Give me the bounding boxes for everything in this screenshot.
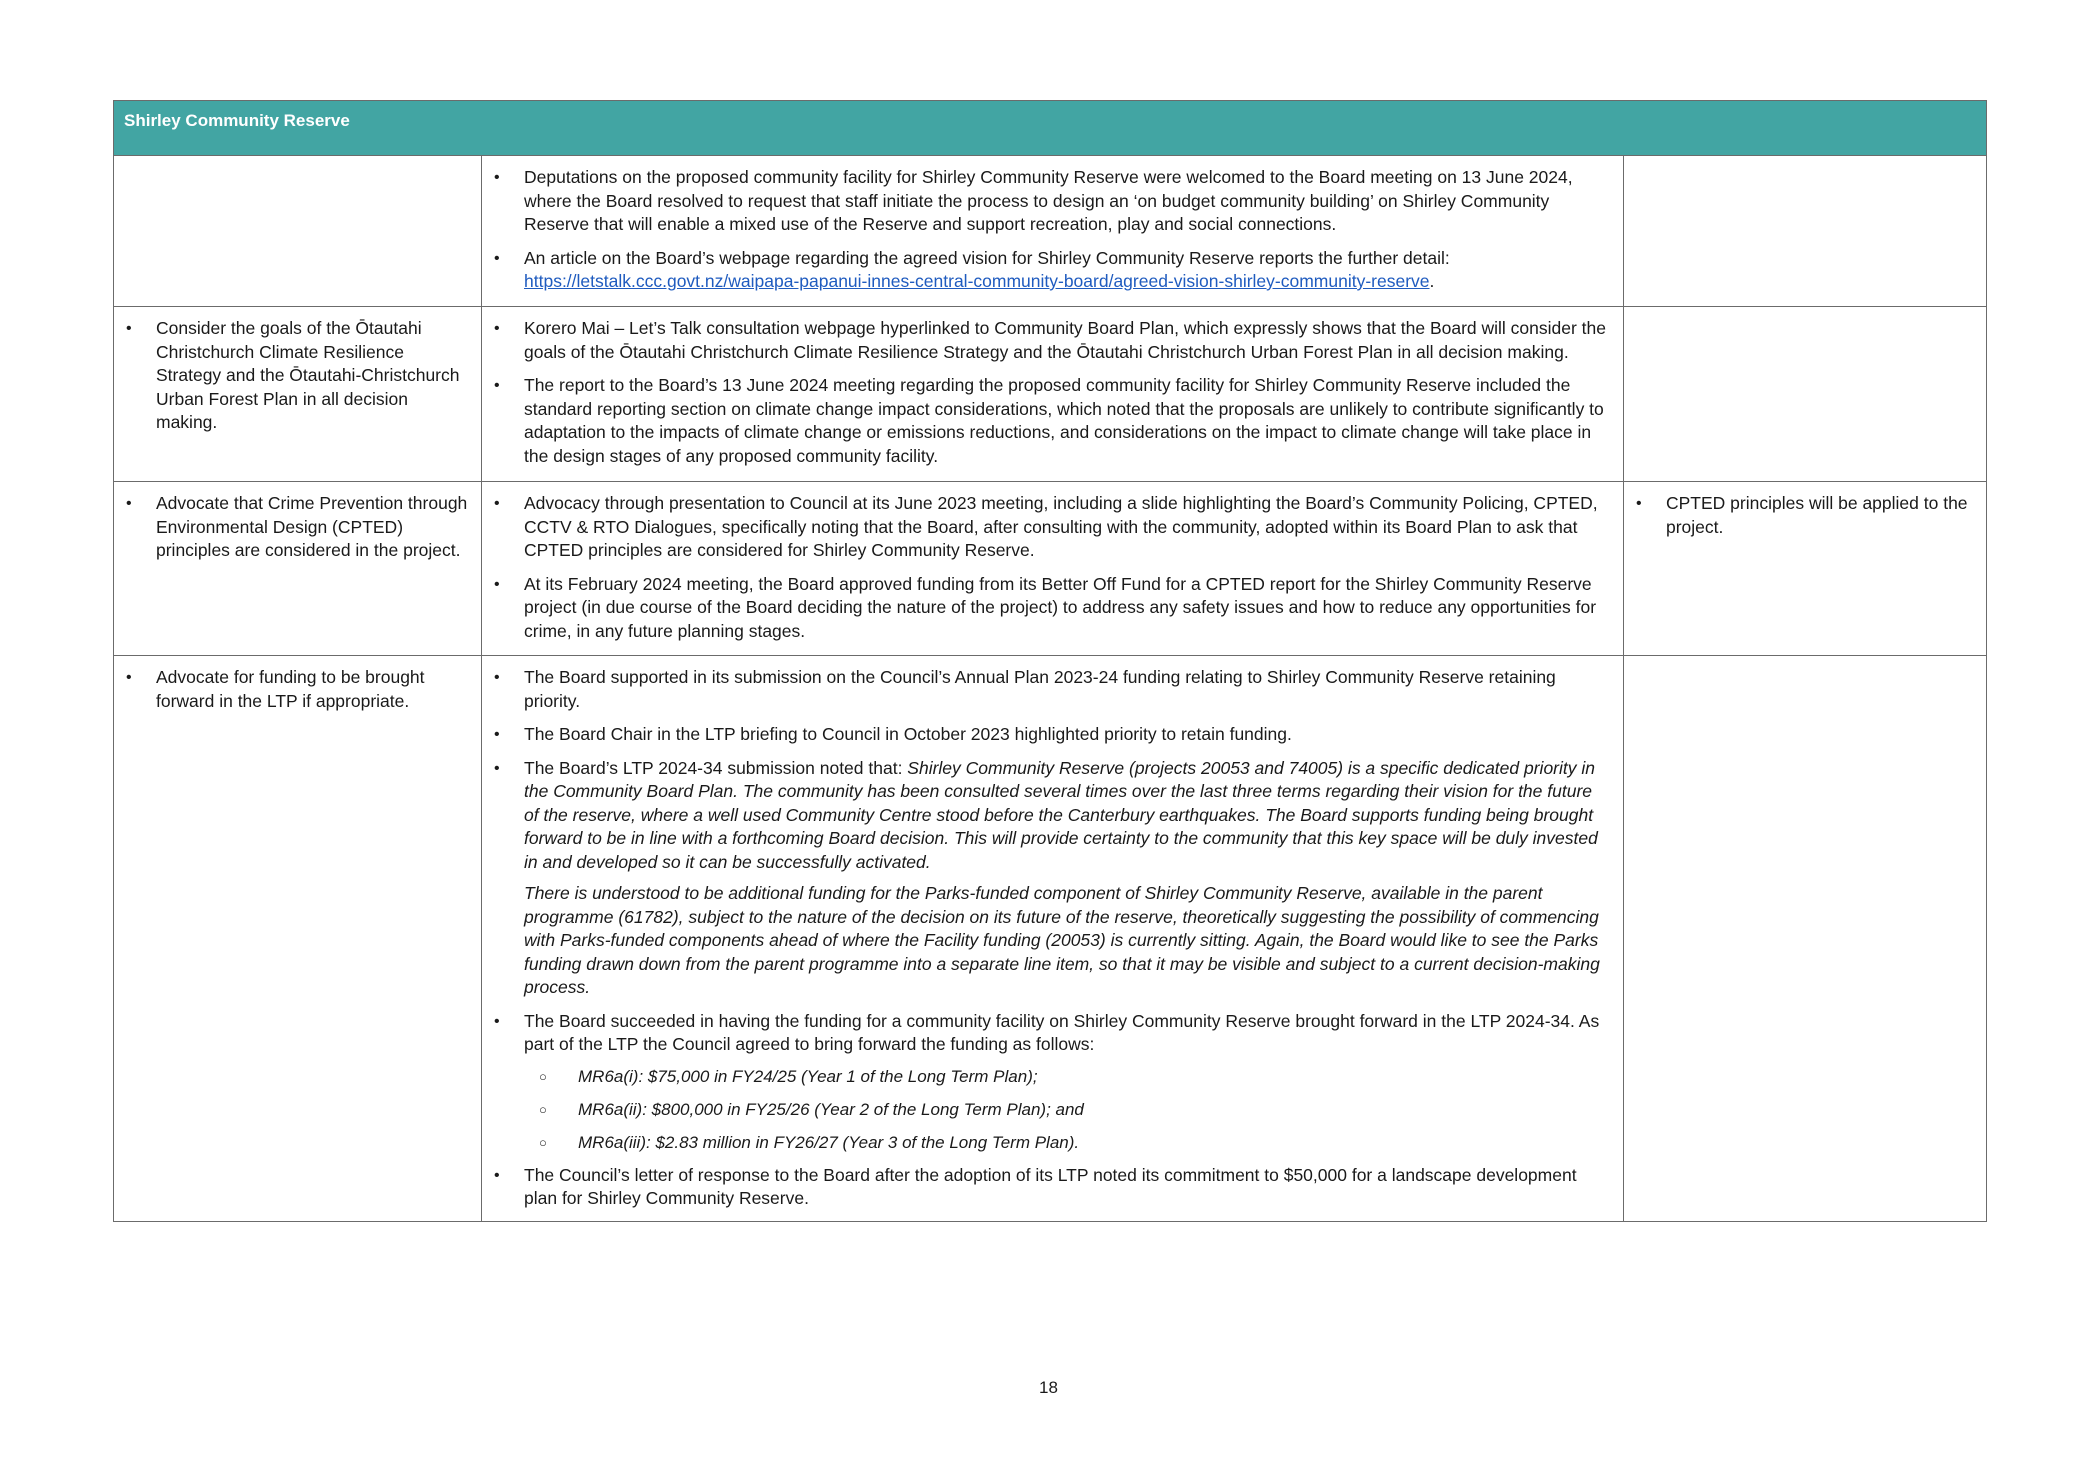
list-item: • CPTED principles will be applied to the project. xyxy=(1634,492,1974,539)
list-item xyxy=(492,1010,1611,1154)
list-item xyxy=(492,757,1611,1000)
goal-cell xyxy=(114,307,482,482)
comment-cell xyxy=(1624,156,1987,307)
funding-item: ○ MR6a(i): $75,000 in FY24/25 (Year 1 of the Long Term Plan); xyxy=(524,1065,1611,1088)
list-item: • Advocate for funding to be brought forward in the LTP if appropriate. xyxy=(124,666,469,713)
progress-cell xyxy=(482,156,1624,307)
goal-cell xyxy=(114,156,482,307)
funding-intro-text: The Board succeeded in having the funding for a community facility on Shirley Community Reserve brought forward in the LTP 2024-34. As part of the LTP the Council agreed to bring forward the funding as follows: xyxy=(524,1010,1600,1054)
ltp-quote: Shirley Community Reserve (projects 20053 and 74005) is a specific dedicated priority in the Community Board Plan. The community has been consulted several times over the last three terms regarding their vision for the future of the reserve, where a well used Community Centre stood before the Canterbury earthquakes. The Board supports funding being brought forward to be in line with a forthcoming Board decision. This will provide certainty to the community that this key space will be duly invested in and developed so it can be successfully activated. xyxy=(524,757,1598,872)
ltp-intro-text: The Board’s LTP 2024-34 submission noted that: xyxy=(524,757,908,778)
funding-item: ○ MR6a(ii): $800,000 in FY25/26 (Year 2 of the Long Term Plan); and xyxy=(524,1098,1611,1121)
progress-cell xyxy=(482,656,1624,1222)
section-title: Shirley Community Reserve xyxy=(124,110,350,130)
table-row xyxy=(114,482,1987,656)
list-item: • Consider the goals of the Ōtautahi Christchurch Climate Resilience Strategy and the Ōtautahi-Christchurch Urban Forest Plan in all decision making. xyxy=(124,317,469,435)
list-item: • At its February 2024 meeting, the Board approved funding from its Better Off Fund for a CPTED report for the Shirley Community Reserve project (in due course of the Board deciding the nature of the project) to address any safety issues and how to reduce any opportunities for crime, in any future planning stages. xyxy=(492,573,1611,644)
page-number: 18 xyxy=(1039,1378,1058,1397)
comment-cell xyxy=(1624,307,1987,482)
reserve-table xyxy=(113,100,1987,1222)
list-item-text: An article on the Board’s webpage regarding the agreed vision for Shirley Community Reserve reports the further detail: xyxy=(524,247,1450,268)
table-row xyxy=(114,656,1987,1222)
table-row xyxy=(114,156,1987,307)
progress-cell xyxy=(482,307,1624,482)
list-item: • Advocate that Crime Prevention through Environmental Design (CPTED) principles are considered in the project. xyxy=(124,492,469,563)
list-item: • The Council’s letter of response to the Board after the adoption of its LTP noted its commitment to $50,000 for a landscape development plan for Shirley Community Reserve. xyxy=(492,1164,1611,1211)
comment-cell xyxy=(1624,656,1987,1222)
goal-cell xyxy=(114,656,482,1222)
vision-article-link[interactable]: https://letstalk.ccc.govt.nz/waipapa-papanui-innes-central-community-board/agreed-vision-shirley-community-reserve xyxy=(524,271,1430,291)
funding-item: ○ MR6a(iii): $2.83 million in FY26/27 (Year 3 of the Long Term Plan). xyxy=(524,1131,1611,1154)
section-header xyxy=(114,101,1987,156)
list-item: • Advocacy through presentation to Council at its June 2023 meeting, including a slide highlighting the Board’s Community Policing, CPTED, CCTV & RTO Dialogues, specifically noting that the Board, after consulting with the community, adopted within its Board Plan to ask that CPTED principles are considered for Shirley Community Reserve. xyxy=(492,492,1611,563)
table-row xyxy=(114,307,1987,482)
comment-cell xyxy=(1624,482,1987,656)
ltp-quote-continued: There is understood to be additional funding for the Parks-funded component of Shirley Community Reserve, available in the parent programme (61782), subject to the nature of the decision on its future of the reserve, theoretically suggesting the possibility of commencing with Parks-funded components ahead of where the Facility funding (20053) is currently sitting. Again, the Board would like to see the Parks funding drawn down from the parent programme into a separate line item, so that it may be visible and subject to a current decision-making process. xyxy=(524,883,1600,997)
list-item: • Deputations on the proposed community facility for Shirley Community Reserve were welcomed to the Board meeting on 13 June 2024, where the Board resolved to request that staff initiate the process to design an ‘on budget community building’ on Shirley Community Reserve that will enable a mixed use of the Reserve and support recreation, play and social connections. xyxy=(492,166,1611,237)
list-item: • The report to the Board’s 13 June 2024 meeting regarding the proposed community facility for Shirley Community Reserve included the standard reporting section on climate change impact considerations, which noted that the proposals are unlikely to contribute significantly to adaptation to the impacts of climate change or emissions reductions, and considerations on the impact to climate change will take place in the design stages of any proposed community facility. xyxy=(492,374,1611,468)
funding-sublist xyxy=(524,1065,1611,1154)
goal-cell xyxy=(114,482,482,656)
list-item: • An article on the Board’s webpage regarding the agreed vision for Shirley Community Reserve reports the further detail: https://letstalk.ccc.govt.nz/waipapa-papanui-innes-central-community-board/agreed-vision-shirley-community-reserve. xyxy=(492,247,1611,294)
table-header-row xyxy=(114,101,1987,156)
list-item: • The Board Chair in the LTP briefing to Council in October 2023 highlighted priority to retain funding. xyxy=(492,723,1611,747)
list-item: • Korero Mai – Let’s Talk consultation webpage hyperlinked to Community Board Plan, which expressly shows that the Board will consider the goals of the Ōtautahi Christchurch Climate Resilience Strategy and the Ōtautahi Christchurch Urban Forest Plan in all decision making. xyxy=(492,317,1611,364)
progress-cell xyxy=(482,482,1624,656)
list-item: • The Board supported in its submission on the Council’s Annual Plan 2023-24 funding relating to Shirley Community Reserve retaining priority. xyxy=(492,666,1611,713)
